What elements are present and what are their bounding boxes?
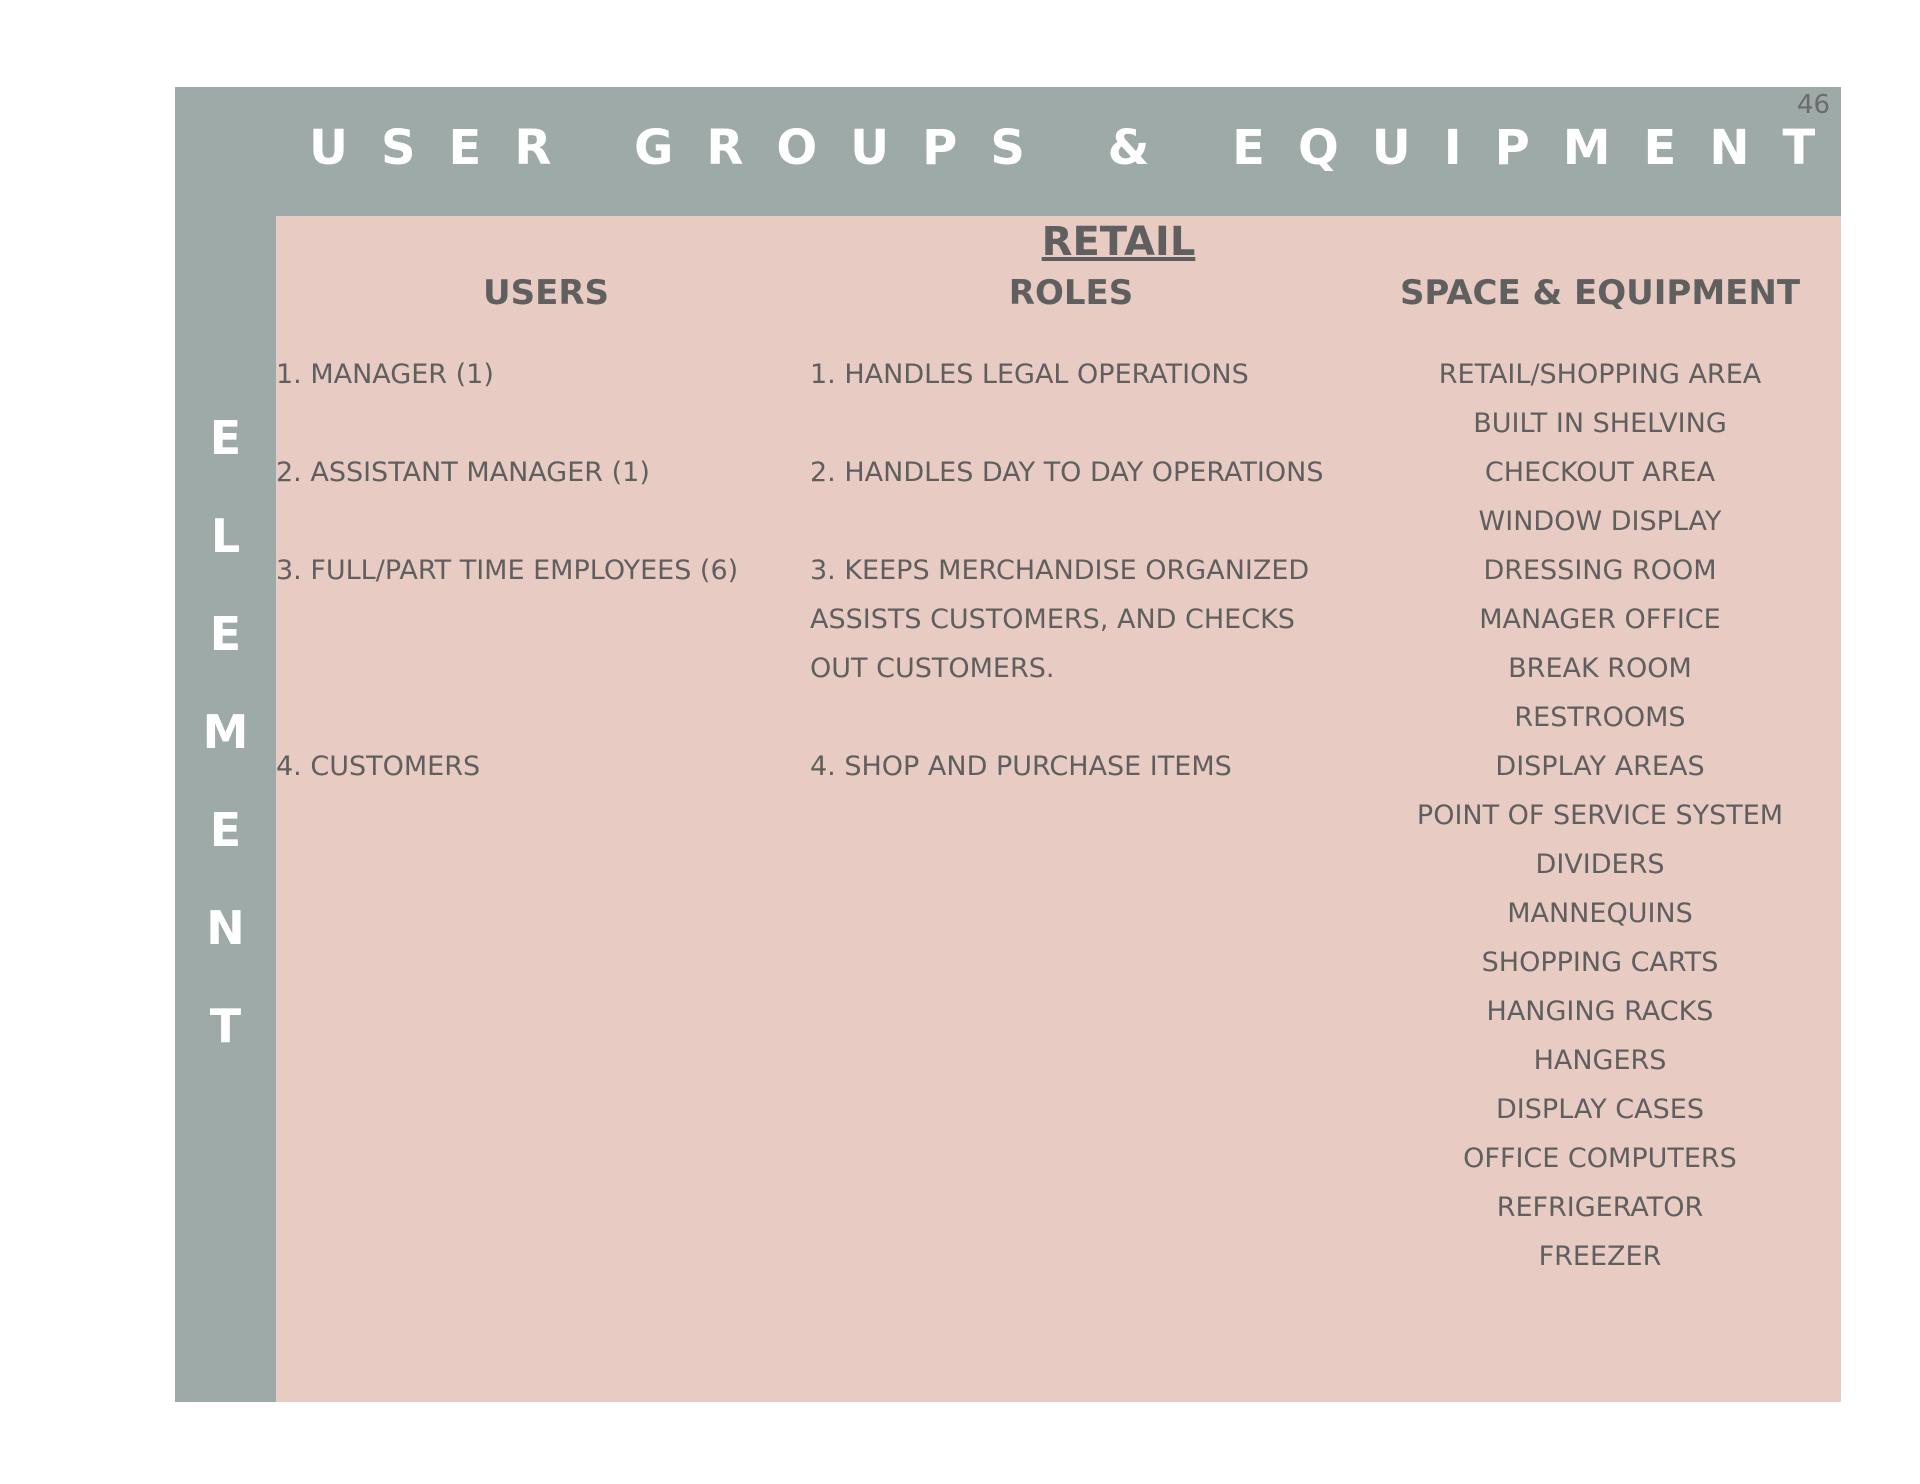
sidebar-letter: E <box>209 411 242 465</box>
equipment-item: FREEZER <box>1538 1241 1662 1272</box>
equipment-item: RETAIL/SHOPPING AREA <box>1438 359 1762 390</box>
equipment-item: BUILT IN SHELVING <box>1473 408 1727 439</box>
equipment-item: DIVIDERS <box>1535 849 1665 880</box>
equipment-item: OFFICE COMPUTERS <box>1463 1143 1737 1174</box>
equipment-item: MANAGER OFFICE <box>1479 604 1721 635</box>
sidebar-element-band <box>175 87 276 1402</box>
role-item: 3. KEEPS MERCHANDISE ORGANIZED <box>810 555 1310 586</box>
equipment-item: BREAK ROOM <box>1508 653 1692 684</box>
equipment-item: WINDOW DISPLAY <box>1478 506 1722 537</box>
equipment-item: SHOPPING CARTS <box>1481 947 1719 978</box>
page-title: USER GROUPS & EQUIPMENT <box>309 120 1849 176</box>
role-item-continued: ASSISTS CUSTOMERS, AND CHECKS <box>810 604 1295 635</box>
equipment-item: CHECKOUT AREA <box>1484 457 1716 488</box>
sidebar-letter: T <box>209 999 242 1053</box>
user-item: 1. MANAGER (1) <box>276 359 494 390</box>
equipment-list <box>1394 350 1806 1281</box>
equipment-item: HANGING RACKS <box>1486 996 1714 1027</box>
content-panel <box>276 216 1841 1402</box>
equipment-item: DRESSING ROOM <box>1483 555 1717 586</box>
page-number: 46 <box>1797 90 1831 120</box>
role-item: 2. HANDLES DAY TO DAY OPERATIONS <box>810 457 1324 488</box>
role-item: 4. SHOP AND PURCHASE ITEMS <box>810 751 1232 782</box>
section-title: RETAIL <box>1041 219 1196 265</box>
equipment-item: RESTROOMS <box>1514 702 1686 733</box>
sidebar-letter: L <box>210 509 241 563</box>
user-item: 2. ASSISTANT MANAGER (1) <box>276 457 650 488</box>
sidebar-letter: N <box>206 901 245 955</box>
sidebar-letter: E <box>209 803 242 857</box>
equipment-item: DISPLAY CASES <box>1496 1094 1704 1125</box>
equipment-item: MANNEQUINS <box>1507 898 1693 929</box>
role-item: 1. HANDLES LEGAL OPERATIONS <box>810 359 1249 390</box>
users-heading: USERS <box>483 273 609 313</box>
equipment-item: HANGERS <box>1533 1045 1667 1076</box>
equipment-item: REFRIGERATOR <box>1496 1192 1704 1223</box>
equipment-item: DISPLAY AREAS <box>1495 751 1705 782</box>
roles-heading: ROLES <box>1008 273 1134 313</box>
header-band <box>276 87 1849 216</box>
sidebar-letter: E <box>209 607 242 661</box>
role-item-continued: OUT CUSTOMERS. <box>810 653 1055 684</box>
user-item: 3. FULL/PART TIME EMPLOYEES (6) <box>276 555 739 586</box>
equipment-item: POINT OF SERVICE SYSTEM <box>1416 800 1784 831</box>
user-item: 4. CUSTOMERS <box>276 751 481 782</box>
equipment-heading: SPACE & EQUIPMENT <box>1399 273 1801 313</box>
sidebar-letter: M <box>202 705 249 759</box>
